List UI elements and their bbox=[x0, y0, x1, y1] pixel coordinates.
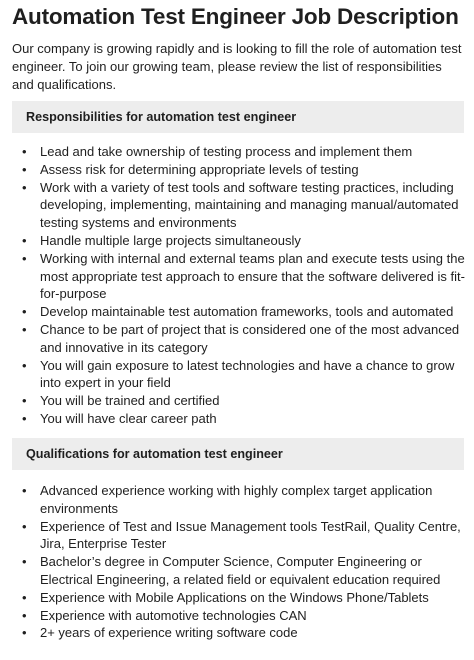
bullet-icon: • bbox=[22, 607, 27, 623]
bullet-icon: • bbox=[22, 410, 27, 426]
list-item bbox=[22, 518, 468, 554]
list-item-text: Handle multiple large projects simultaneously bbox=[40, 232, 301, 248]
list-item bbox=[22, 482, 468, 518]
list-item-text: Assess risk for determining appropriate levels of testing bbox=[40, 161, 359, 177]
list-item bbox=[22, 392, 468, 410]
bullet-icon: • bbox=[22, 304, 27, 320]
list-item-text: Experience with automotive technologies CAN bbox=[40, 607, 307, 623]
list-item bbox=[22, 232, 468, 250]
list-item bbox=[22, 357, 468, 393]
responsibilities-heading: Responsibilities for automation test engineer bbox=[12, 101, 464, 133]
bullet-icon: • bbox=[22, 357, 27, 373]
list-item bbox=[22, 589, 468, 607]
bullet-icon: • bbox=[22, 144, 27, 159]
bullet-icon: • bbox=[22, 589, 27, 605]
list-item-text: Lead and take ownership of testing process and implement them bbox=[40, 144, 413, 159]
list-item bbox=[22, 321, 468, 357]
list-item bbox=[22, 410, 468, 428]
list-item-text: Advanced experience working with highly complex target application environments bbox=[40, 483, 433, 516]
bullet-icon: • bbox=[22, 232, 27, 248]
bullet-icon: • bbox=[22, 321, 27, 337]
list-item-text: Work with a variety of test tools and software testing practices, including developing, implementing, maintaining and managing manual/automated testing systems and environments bbox=[40, 179, 459, 231]
list-item-text: You will be trained and certified bbox=[40, 393, 220, 409]
list-item-text: Experience with Mobile Applications on the Windows Phone/Tablets bbox=[40, 589, 429, 605]
list-item bbox=[22, 161, 468, 179]
responsibilities-list bbox=[22, 143, 468, 428]
list-item-text: Experience of Test and Issue Management tools TestRail, Quality Centre, Jira, Enterprise Tester bbox=[40, 518, 461, 552]
list-item-text: Chance to be part of project that is considered one of the most advanced and innovative in its category bbox=[40, 321, 460, 355]
list-item-text: Bachelor’s degree in Computer Science, Computer Engineering or Electrical Engineering, a related field or equivalent education required bbox=[40, 554, 441, 587]
bullet-icon: • bbox=[22, 625, 27, 641]
list-item bbox=[22, 250, 468, 303]
bullet-icon: • bbox=[22, 179, 27, 195]
list-item-text: Working with internal and external teams plan and execute tests using the most appropriate test approach to ensure that the software delivered is fit-for-purpose bbox=[40, 250, 465, 302]
bullet-icon: • bbox=[22, 518, 27, 534]
bullet-icon: • bbox=[22, 250, 27, 266]
list-item-text: 2+ years of experience writing software code bbox=[40, 625, 298, 641]
qualifications-list bbox=[22, 482, 468, 642]
list-item bbox=[22, 607, 468, 625]
list-item-text: You will gain exposure to latest technologies and have a chance to grow into expert in your field bbox=[40, 357, 455, 391]
bullet-icon: • bbox=[22, 554, 27, 570]
list-item-text: You will have clear career path bbox=[40, 410, 217, 426]
list-item-text: Develop maintainable test automation frameworks, tools and automated bbox=[40, 304, 454, 320]
intro-paragraph: Our company is growing rapidly and is looking to fill the role of automation test engineer. To join our growing team, please review the list of responsibilities and qualifications. bbox=[12, 41, 462, 92]
bullet-icon: • bbox=[22, 161, 27, 177]
list-item bbox=[22, 179, 468, 232]
list-item bbox=[22, 624, 468, 642]
list-item bbox=[22, 553, 468, 589]
list-item bbox=[22, 303, 468, 321]
bullet-icon: • bbox=[22, 483, 27, 498]
bullet-icon: • bbox=[22, 393, 27, 409]
page-title: Automation Test Engineer Job Description bbox=[12, 4, 459, 29]
qualifications-heading: Qualifications for automation test engineer bbox=[12, 438, 464, 470]
list-item bbox=[22, 143, 468, 161]
